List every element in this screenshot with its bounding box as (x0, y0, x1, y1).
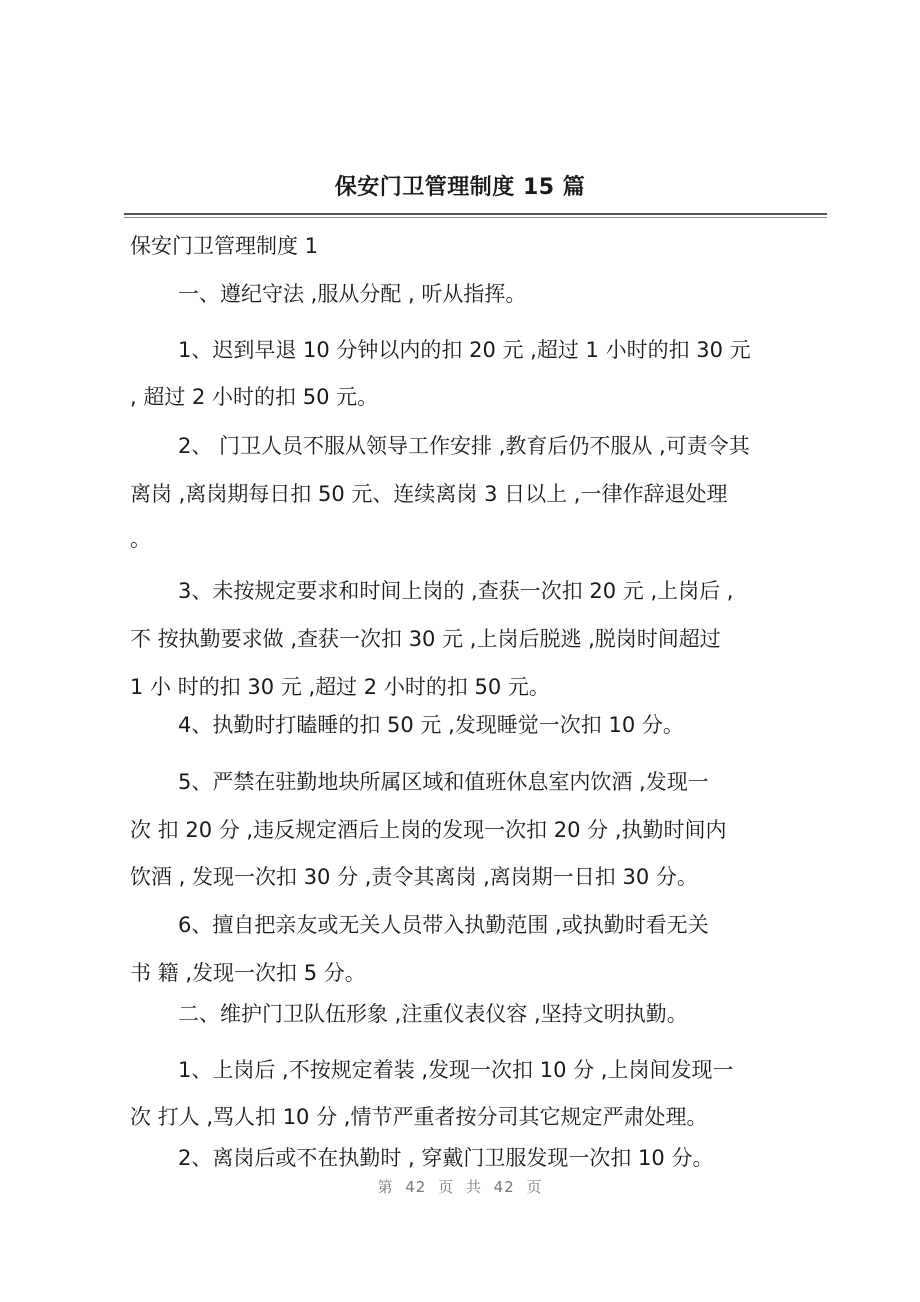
paragraph-line: 5、严禁在驻勤地块所属区域和值班休息室内饮酒 ,发现一 (178, 770, 709, 794)
paragraph-line: 二、维护门卫队伍形象 ,注重仪表仪容 ,坚持文明执勤。 (178, 1002, 688, 1026)
paragraph-line: 次 打人 ,骂人扣 10 分 ,情节严重者按分司其它规定严肃处理。 (130, 1105, 708, 1129)
paragraph-line: 2、 门卫人员不服从领导工作安排 ,教育后仍不服从 ,可责令其 (178, 434, 750, 458)
paragraph-line: 3、未按规定要求和时间上岗的 ,查获一次扣 20 元 ,上岗后 , (178, 579, 734, 603)
paragraph-line: 1、迟到早退 10 分钟以内的扣 20 元 ,超过 1 小时的扣 30 元 (178, 338, 751, 362)
paragraph-line: 4、执勤时打瞌睡的扣 50 元 ,发现睡觉一次扣 10 分。 (178, 713, 684, 737)
paragraph-line: 。 (130, 527, 151, 551)
title-rule-top (124, 213, 827, 215)
paragraph-line: 饮酒 , 发现一次扣 30 分 ,责令其离岗 ,离岗期一日扣 30 分。 (130, 865, 698, 889)
page-footer: 第 42 页 共 42 页 (377, 1178, 543, 1196)
section-heading: 保安门卫管理制度 1 (130, 234, 319, 258)
document-title: 保安门卫管理制度 15 篇 (334, 175, 586, 200)
paragraph-line: 1 小 时的扣 30 元 ,超过 2 小时的扣 50 元。 (130, 675, 550, 699)
paragraph-line: 不 按执勤要求做 ,查获一次扣 30 元 ,上岗后脱逃 ,脱岗时间超过 (130, 627, 721, 651)
paragraph-line: 2、离岗后或不在执勤时 , 穿戴门卫服发现一次扣 10 分。 (178, 1146, 714, 1170)
title-rule-bottom (124, 217, 827, 218)
paragraph-line: 次 扣 20 分 ,违反规定酒后上岗的发现一次扣 20 分 ,执勤时间内 (130, 818, 727, 842)
paragraph-line: 书 籍 ,发现一次扣 5 分。 (130, 961, 366, 985)
paragraph-line: , 超过 2 小时的扣 50 元。 (130, 385, 379, 409)
paragraph-line: 一、遵纪守法 ,服从分配 , 听从指挥。 (178, 282, 527, 306)
paragraph-line: 1、上岗后 ,不按规定着装 ,发现一次扣 10 分 ,上岗间发现一 (178, 1058, 734, 1082)
paragraph-line: 6、擅自把亲友或无关人员带入执勤范围 ,或执勤时看无关 (178, 913, 709, 937)
paragraph-line: 离岗 ,离岗期每日扣 50 元、连续离岗 3 日以上 ,一律作辞退处理 (130, 482, 728, 506)
